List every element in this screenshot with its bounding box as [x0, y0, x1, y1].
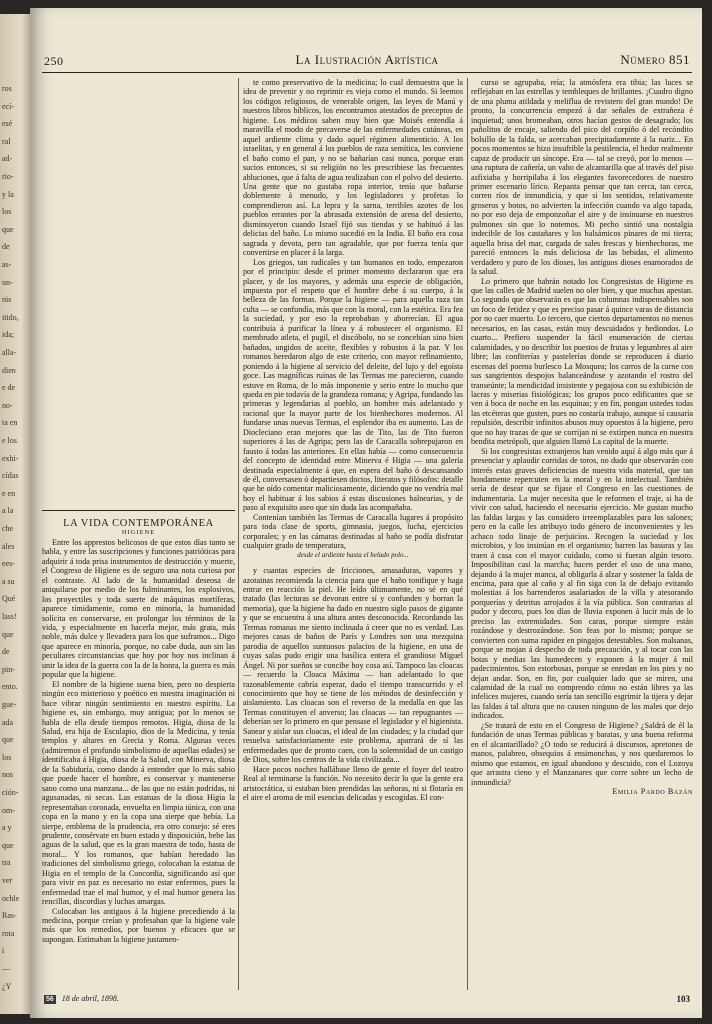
- previous-page-fragment: itido,: [2, 312, 19, 322]
- previous-page-fragment: —: [2, 964, 10, 973]
- column-3: [471, 78, 693, 988]
- previous-page-fragment: que: [2, 735, 14, 745]
- previous-page-fragment: que: [2, 224, 14, 234]
- previous-page-fragment: rota: [2, 928, 15, 938]
- magazine-page: [30, 8, 702, 1018]
- header-rule: [42, 72, 692, 73]
- page-header: [44, 52, 690, 72]
- previous-page-fragment: de: [2, 647, 10, 657]
- folio-number: 103: [676, 994, 690, 1004]
- previous-page-fragment: Qué: [2, 594, 16, 604]
- section-rule: [42, 510, 235, 511]
- paragraph: Contenían también las Termas de Caracalla lugares á propósito para toda clase de sports, gimnasia, juegos, lucha, ejercicios corporales; y en las cámaras destinadas al baño se podía disfrutar cualquier grado de temperatura,: [243, 512, 463, 551]
- column-rule: [467, 78, 468, 990]
- column-rule: [238, 78, 239, 990]
- previous-page-fragment: nos: [2, 770, 14, 780]
- paragraph: y cuantas especies de fricciones, amasaduras, vapores y azotainas recomienda la ciencia para que el baño tonifique y haga entrar en reacción la piel. He leído últimamente, no sé en qué tratado (las lecturas se devoran entre sí y confunden y borran la memoria), que la higiene ha dado en nuestro siglo pasos de gigante y que se encuentra á una altura antes desconocida. Recordando las Termas romanas me siento inclinada á creer que no es verdad. Las mejores casas de baños de París y Londres son una mezquina parodia de aquellos suntuosos palacios de la higiene, en una de cuyas salas pudo erigir una basílica entera el grandioso Miguel Ángel. Ni por sueños se concibe hoy cosa así. Tampoco las cloacas — recuerdo la Cloaca Máxima — han adelantado lo que razonablemente cabría esperar, dado el tiempo transcurrido y el conocimiento que hoy se tiene de los métodos de desinfección y aislamiento. Las cloacas son el reverso de la medalla en que las Termas constituyen el anverso; las cloacas — tan repugnantes — deberían ser lo primero en que pensase el legislador y el higienista. Sanear y aislar sus cloacas, el ideal de las ciudades; y la ciudad que resuelva satisfactoriamente este problema, aparrará de sí las enfermedades que de pronto caen, con la solemnidad de un castigo de Dios, sobre los centros de la vida civilizada...: [243, 566, 463, 765]
- previous-page-fragment: rio-: [2, 172, 14, 181]
- paragraph: Colocaban los antiguos á la higiene precediendo á la medicina, porque creían y profesaban que la higiene vale más que los remedios, por buenos y eficaces que se supongan. Estimaban la higiene justamen-: [42, 906, 235, 944]
- illustration-space: [42, 78, 235, 510]
- previous-page-fragment: i: [2, 946, 5, 956]
- previous-page-fragment: ees-: [2, 559, 15, 569]
- previous-page-fragment: exhi-: [2, 453, 19, 463]
- previous-page-fragment: tra: [2, 858, 11, 868]
- previous-page-fragment: pin-: [2, 664, 15, 674]
- previous-page-fragment: a la: [2, 506, 14, 516]
- publication-title: La Ilustración Artística: [295, 52, 439, 67]
- previous-page-fragment: no-: [2, 400, 13, 410]
- column-2: [243, 78, 463, 988]
- previous-page-fragment: y la: [2, 189, 14, 199]
- previous-page-fragment: ida;: [2, 330, 14, 340]
- previous-page-fragment: a su: [2, 576, 15, 586]
- previous-page-fragment: ochle: [2, 893, 20, 903]
- previous-page-fragment: e los: [2, 436, 17, 445]
- previous-page-fragment: che: [2, 524, 14, 533]
- page-number: 250: [44, 54, 64, 68]
- footer-date: 18 de abril, 1898.: [61, 994, 119, 1003]
- previous-page-fragment: los: [2, 752, 12, 762]
- previous-page-fragment: dien: [2, 365, 16, 375]
- paragraph: Lo primero que habrán notado los Congresistas de Higiene es que las calles de Madrid suelen no oler bien, y que muchas apestan. Lo segundo que observarán es que las columnas indispensables son un foco de fetidez y que es preciso pasar á quince varas de distancia por no caer muerto. Lo tercero, que ciertos departamentos no menos necesarios, en las casas, están muy descuidados y hediondos. Lo cuarto... Prefiero suspender la fácil enumeración de ciertas calamidades, y no describir los puestos de frutas y legumbres al aire libre; las confiterías y pastelerías donde se reproducen á diario escenas del poema burlesco La Mosquea; los carros de la carne con sus sangrientos despojos balanceándose y azotando el rostro del transeúnte; la mendicidad insistente y pegajosa con su exhibición de lacras y miserias fisiológicas; los grupos poco edificantes que se ven á boca de noche en las esquinas; y en fin, pongan ustedes todas las etcéteras que gusten, pues no costaría trabajo, aunque sí causaría repulsión, describir infinitos abusos muy opuestos á la higiene, pero que no hay trazas de que se corrijan ni se extirpen nunca en nuestra bendita metrópoli, que alguien llamó La capital de la muerte.: [471, 276, 693, 447]
- previous-page-fragment: que: [2, 629, 14, 639]
- author-signature: Emilia Pardo Bazán: [612, 786, 693, 796]
- previous-page-fragment: ver: [2, 876, 13, 885]
- previous-page-fragment: e en: [2, 488, 16, 498]
- page-footer: [44, 994, 690, 1008]
- previous-page-fragment: ento.: [2, 682, 18, 692]
- paragraph: curso se agrupaba, reía; la atmósfera era tibia; las luces se reflejaban en las estrellas y tembleques de brillantes. ¡Cuadro digno de una pluma atildada y meliflua de revistero del gran mundo! De pronto, la concurrencia empezó á dar señales de extrañeza é inquietud; unos bromeaban, otros hacían gestos de desagrado; los pañolitos de encaje, saliendo del pico del corpiño ó del recóndito bolsillo de la falda, se acercaban precipitadamente á la nariz... En pocos momentos se hizo insufrible la pestilencia, el hedor realmente capaz de producir un síncope. Era — tal se creyó, por lo menos — una ruptura de cañería, un vaho de alcantarilla que al través del piso asfixiaba y horripilaba á los elegantes favorecedores de nuestro primer escenario lírico. Repanta pensar que tan cerca, tan cerca, corren ríos de inmundicia, y que si los sentidos, relativamente groseros y botos, no advierten la infección cuando va algo tapada, no por eso deja de emponzoñar el aire y de insinuarse en nuestros pulmones sin que lo notemos. Mi pecho sintió una nostalgia indecible de los castañares y los balsámicos pinares de mi tierra; aquella brisa del mar, cargada de sales frescas y bienhechoras, me pareció entonces la más deliciosa de las bebidas, el alimento verdadero y puro de los dioses, los antiguos dioses enamorados de la salud.: [471, 78, 693, 277]
- previous-page-edge: [0, 14, 30, 1014]
- picture-note: desde el ardiente hasta el helado polo...: [297, 550, 409, 559]
- previous-page-fragment: ales: [2, 541, 15, 551]
- previous-page-fragment: ada: [2, 717, 14, 727]
- paragraph: ¿Se tratará de esto en el Congreso de Higiene? ¿Saldrá de él la fundación de unas Termas públicas y baratas, y una buena reforma en el alcantarillado? ¿O todo se reducirá á discursos, apretones de manos, palabreo, obsequios á ensimonchas, y nos quedaremos lo mismo que estamos, en igual abandono y descuido, con el Lozoya que arrastra cieno y el Manzanares que corre sobre un lecho de inmundicia?: [471, 720, 693, 787]
- previous-page-fragment: a y: [2, 823, 12, 833]
- paragraph: El nombre de la higiene suena bien, pero no despierta ningún eco misterioso y poético en nuestra imaginación ni hace vibrar ningún sentimiento en nuestro espíritu. La higiene es, sin embargo, muy antigua; por lo menos se habla de ella desde tiempos remotos. Higia, diosa de la Salud, era hija de Esculapio, dios de la Medicina, y tenía templos y altares en Grecia y Roma. Algunas veces (admiremos el profundo simbolismo de aquellas edades) se identificaba á Higia, diosa de la Salud, con Minerva, diosa de la Sabiduría, como dando á entender que lo más sabio que puede hacer el hombre, es conservar y mantenerse sano como una manzana... de las que no están podridas, ni agusanadas, ni secas. Las estatuas de la diosa Higia la representaban coronada, envuelta en limpia túnica, con una copa en la mano y en la copa una sierpe que bebía. La sierpe, emblema de la prudencia, era otro consejo: sé eres prudente, consérvate en buen estado y disposición, bebe las aguas de la salud, que es la gran maestra de todo, hasta de moral... Y los romanos, que habían heredado las tradiciones del simbolismo griego, colocaban la estatua de Higia en el templo de la Concordia, significando así que para vivir en paz es necesario no estar enfermos, pues la enfermedad trae el mal humor, y el mal humor genera las rencillas, discordias y luchas amargas.: [42, 679, 235, 907]
- previous-page-fragment: ¿Y: [2, 981, 12, 991]
- previous-page-fragment: ción-: [2, 788, 19, 797]
- previous-page-fragment: ral: [2, 136, 11, 146]
- paragraph: Si los congresistas extranjeros han venido aquí á algo más que á presenciar y aplaudir corridas de toros, no dudo que observarán con interés estas graves deficiencias de nuestra vida material, que tan hondamente repercuten en la moral y en la intelectual. También sería de desear que se fijase el Congreso en las cuestiones de indumentaria. La mujer necesita que le reformen el traje, si ha de vivir con salud, haciendo el necesario ejercicio. Me gustan mucho las faldas largas y las considero irreemplazables para los salones; pero en la calle les atribuyo todo género de inconvenientes y les achaco todo linaje de perjuicios. Recogen la suciedad y los microbios, y los insinúan en el organismo; barren las basuras y las traen á casa con el mayor cuidado, como si fueran algún tesoro. Imposibilitan casi la marcha; hacen perder el uso de una mano, dejando á la mujer manca, al obligarla á alzar y sostener la falda de encima, para que al caño y al fin siga con la de debajo evitando molestias á los barrenderos asalariados de la villa y atesorando porquerías y detritus arrojados á la vía pública. Son contrarias al pudor y decoro, pues los días de lluvia exponen á lucir más de lo preciso las extremidades. Son caras, porque siempre están rozándose y destrozándose. Son feas por lo mismo; porque se convierten con suma rapidez en pingajos detestables. Son malsanas, porque se mojan á despecho de toda precaución, y al tocar con las botas y medias las humedecen y exponen á la mujer á mil padecimientos. Son estorbosas, porque se enredan en los pies y no dejan andar. Son, en fin, por cualquier lado que se miren, una calamidad de la cual no comprendo cómo no están libres ya las infelices mujeres, cuando sería tan sencillo esgrimir la tijera y dejar las faldas á tal altura que no causen ninguno de los males que dejo indicados.: [471, 446, 693, 721]
- previous-page-fragment: lass!: [2, 612, 17, 621]
- previous-page-fragment: esé: [2, 119, 13, 129]
- column-1: [42, 78, 235, 988]
- previous-page-fragment: cídas: [2, 471, 19, 481]
- issue-number: Número 851: [620, 52, 690, 67]
- section-title: LA VIDA CONTEMPORÁNEA: [63, 518, 214, 529]
- paragraph: te como preservativo de la medicina; lo cual demuestra que la idea de prevenir y no reprimir es vieja como el mundo. Si leemos los códigos religiosos, de venerable origen, las leyes de Manú y nuestros libros bíblicos, los encontramos atestados de preceptos de higiene. Los médicos saben muy bien que Moisés entendía á maravilla el modo de precaverse de las enfermedades cutáneas, en aquel ardiente clima y dado aquel régimen alimenticio. A los israelitas, y en general á los pueblos de raza semítica, les conviene el baño como el pan, y no se bañarían casi nunca, porque eran sucios entonces, si su religión no les prescribiese las frecuentes abluciones, que á falta de agua realizaban con el polvo del desierto. Una gente que no gustaba ropa interior, tenía que bañarse doblemente á menudo, y los legisladores y profetas lo comprendieron así. La lepra y la sarna, terribles azotes de los pueblos errantes por la abrasada extensión de arena del desierto, disminuyeron cuando Israel fijó sus tiendas y se habituó á las delicias del baño. Lo mismo sucedió en la India. El baño era cosa sagrada y devota, pero tan agradable, que por fuerza tenía que convertirse en placer á la larga.: [243, 78, 463, 258]
- footer-badge: 56: [46, 996, 54, 1003]
- previous-page-fragment: ros: [2, 84, 12, 93]
- previous-page-fragment: los: [2, 207, 12, 217]
- paragraph: Hace pocos noches hallábase lleno de gente el foyer del teatro Real al terminarse la función. No necesito decir lo que la gente era aristocrática, si estaban bien prendidas las señoras, ni si flotaría en el aire el aroma de mil esencias delicadas y escogidas. El con-: [243, 764, 463, 802]
- previous-page-fragment: un-: [2, 277, 13, 287]
- previous-page-fragment: nis: [2, 295, 12, 305]
- previous-page-fragment: gue-: [2, 700, 17, 709]
- previous-page-fragment: ad-: [2, 154, 13, 164]
- paragraph: Entre los apprestos belicosos de que estos días tanto se habla, y entre las suscripciones y funciones patrióticas para adquirir á toda prisa instrumentos de destrucción y muerte, el Congreso de Higiene es de seguro una nota curiosa por el contraste. Al lado de la humanidad deseosa de aniquilarse por medio de los fulminantes, los explosivos, los proyectiles y toda suerte de máquinas mortíferas, aparece tímidamente, como en minoría, la humanidad solícita en conservarse, en prolongar los términos de la vida, y especialmente en hacerla mejor, más grata, más noble, más dulce y llevadera para los que suframos... Digo que aparece en minoría, porque, no cabe duda, aun sin las peculiares circunstancias que hoy por hoy nos inclinan á unir la idea de la guerra con la de la honra, la guerra es más popular que la higiene.: [42, 537, 235, 680]
- previous-page-fragment: e de: [2, 383, 16, 393]
- previous-page-fragment: ta en: [2, 418, 18, 428]
- section-subtitle: HIGIENE: [121, 529, 156, 537]
- previous-page-fragment: de: [2, 242, 10, 252]
- previous-page-fragment: ecí-: [2, 101, 14, 111]
- previous-page-fragment: que: [2, 840, 14, 850]
- previous-page-fragment: alla-: [2, 348, 17, 357]
- previous-page-fragment: as-: [2, 260, 12, 269]
- paragraph: Los griegos, tan radicales y tan humanos en todo, empezaron por el principio: desde el primer momento declararon que era placer, y de los mayores, y además una especie de obligación, impuesta por el respeto que el hombre debe á su cuerpo, á la belleza de las formas. Porque la higiene — para aquella raza tan culta — se confundía, más que con la moral, con la estética. Era fea la suciedad, y por eso la reprobaban y aborrecían. El agua contribuía á purificar la línea y á robustecer el organismo. El membrudo atleta, el pugil, el discóbolo, no se concebían sino bien bañados, ungidos de aceite, flexibles y robustos á la par. Y los romanos heredaron algo de este criterio, con mayor refinamiento, poniendo á la higiene al servicio del deleite, del lujo y del egoísta goce. Las magníficas ruinas de las Termas me parecieron, cuando estuve en Roma, de lo más imponente y serio entre lo mucho que queda en pie todavía de la grandeza romana; y Agripa, fundando las primeras y legendarias al pueblo, un hombre más adelantado y racional que la mayor parte de los bienhechores modernos. Al fundarse unas nuevas Termas, el esplendor iba en aumento. Las de Diocleciano eran mejores que las de Tito, las de Tito fueron superiores á las de Agripa; pero las de Caracalla sobrepujaron en fausto á todas las anteriores. En ellas había — como consecuencia del concepto de identidad entre Minerva é Higia — una galería destinada especialmente á que, en espera del baño ó descansando de él, conversasen ó departiesen doctos, literatos y filósofos: detalle que he oído comentar maliciosamente, diciendo que no vendría mal hoy el habituar á los sabios á estas discusiones balnearias, y de paso al exquisito aseo que sin duda las acompañaba.: [243, 257, 463, 513]
- previous-page-fragment: Ras-: [2, 911, 17, 921]
- previous-page-fragment: om-: [2, 805, 15, 815]
